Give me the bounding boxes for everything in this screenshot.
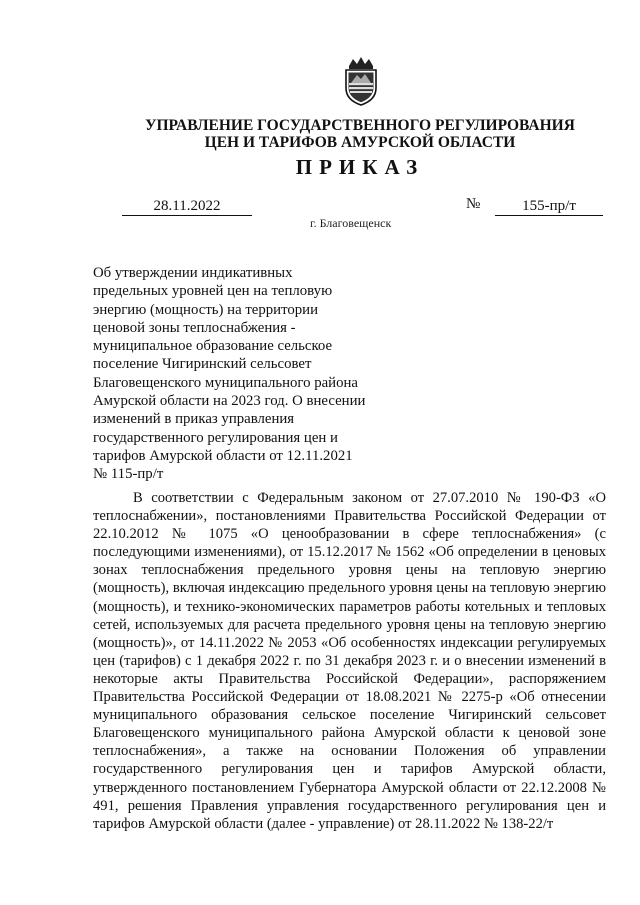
document-date: 28.11.2022 xyxy=(122,197,252,216)
city-name: г. Благовещенск xyxy=(310,216,392,230)
document-subject: Об утверждении индикативных предельных уровней цен на тепловую энергию (мощность) на территории ценовой зоны теплоснабжения - муниципальное образование сельское поселение Чигиринский сельсовет Благовещенского муниципального района Амурской области на 2023 год. О внесении изменений в приказ управления государственного регулирования цен и тарифов Амурской области от 12.11.2021 № 115-пр/т xyxy=(93,265,366,483)
document-type-title: ПРИКАЗ xyxy=(295,155,425,179)
document-number: 155-пр/т xyxy=(495,197,603,216)
organization-name-line2: ЦЕН И ТАРИФОВ АМУРСКОЙ ОБЛАСТИ xyxy=(204,134,516,151)
coat-of-arms-icon xyxy=(343,56,379,106)
number-label: № xyxy=(466,196,481,212)
document-body-paragraph: В соответствии с Федеральным законом от 27.07.2010 № 190-ФЗ «О теплоснабжении», постановлениями Правительства Российской Федерации от 22.10.2012 № 1075 «О ценообразовании в сфере теплоснабжения» (с последующими изменениями), от 15.12.2017 № 1562 «Об определении в ценовых зонах теплоснабжения предельного уровня цены на тепловую энергию (мощность), включая индексацию предельного уровня цены на тепловую энергию (мощность), и технико-экономических параметров работы котельных и тепловых сетей, используемых для расчета предельного уровня цены на тепловую энергию (мощность)», от 14.11.2022 № 2053 «Об особенностях индексации регулируемых цен (тарифов) с 1 декабря 2022 г. по 31 декабря 2023 г. и о внесении изменений в некоторые акты Правительства Российской Федерации», распоряжением Правительства Российской Федерации от 18.08.2021 № 2275-р «Об отнесении муниципального образования сельское поселение Чигиринский сельсовет Благовещенского муниципального района Амурской области к ценовой зоне теплоснабжения», а также на основании Положения об управлении государственного регулирования цен и тарифов Амурской области, утвержденного постановлением Губернатора Амурской области от 22.12.2008 № 491, решения Правления управления государственного регулирования цен и тарифов Амурской области (далее - управление) от 28.11.2022 № 138-22/т xyxy=(93,490,606,832)
organization-name-line1: УПРАВЛЕНИЕ ГОСУДАРСТВЕННОГО РЕГУЛИРОВАНИЯ xyxy=(145,117,575,134)
